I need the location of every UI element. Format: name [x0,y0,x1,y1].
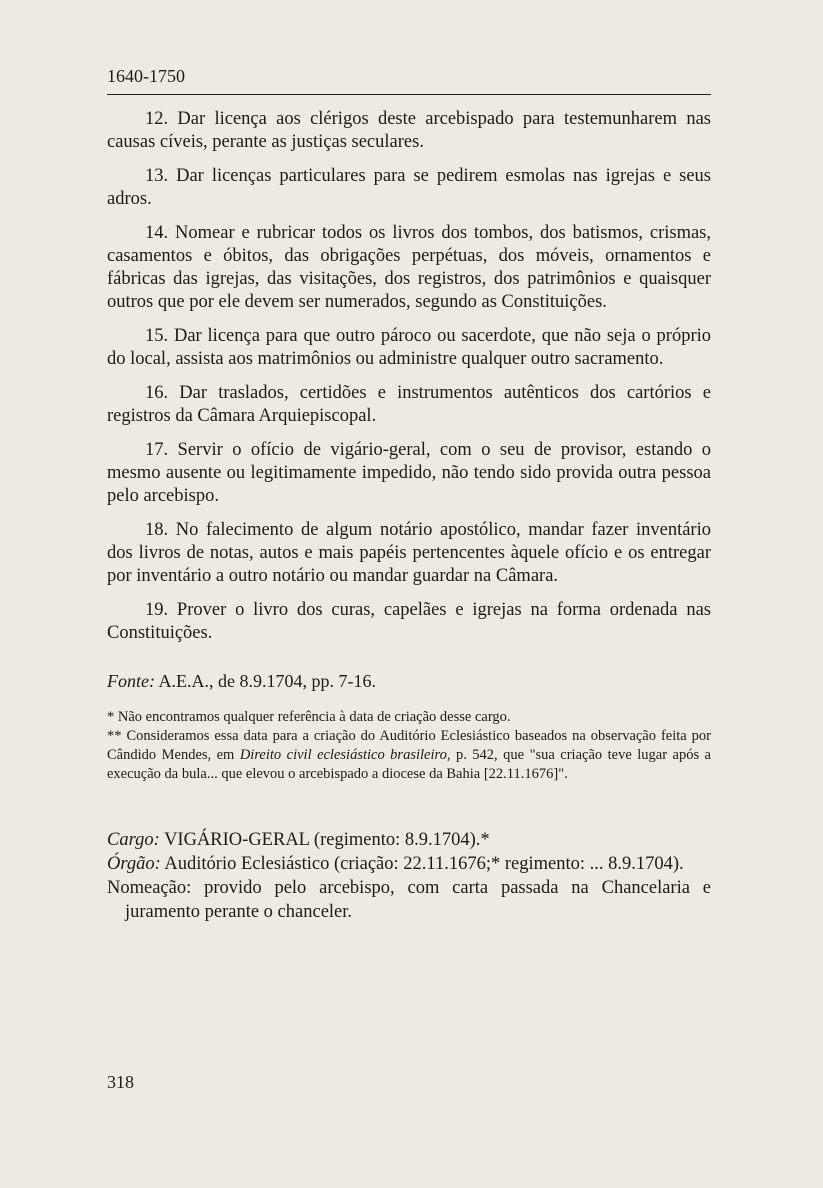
footnotes [107,708,711,784]
cargo-text: VIGÁRIO-GERAL (regimento: 8.9.1704).* [164,830,490,850]
running-header [107,66,711,95]
footnote-2 [107,727,711,784]
cargo-entry [107,828,711,924]
source-text: A.E.A., de 8.9.1704, pp. 7-16. [158,671,376,691]
header-date-range: 1640-1750 [107,66,185,86]
source-label: Fonte: [107,671,155,691]
list-item: 16. Dar traslados, certidões e instrumentos autênticos dos cartórios e registros da Câmara Arquiepiscopal. [107,383,711,426]
list-item: 18. No falecimento de algum notário apostólico, mandar fazer inventário dos livros de notas, autos e mais papéis pertencentes àquele ofício e os entregar por inventário a outro notário ou mandar guardar na Câmara. [107,520,711,586]
page-number: 318 [107,1072,134,1092]
page-body [107,108,711,924]
list-item: 19. Prover o livro dos curas, capelães e igrejas na forma ordenada nas Constituições. [107,600,711,643]
cargo-line [107,828,711,852]
footnote-2-text-a: ** Consideramos essa data para a criação do Auditório Eclesiástico baseados na observação feita por Cândido Mendes, em [107,728,711,763]
list-item: 12. Dar licença aos clérigos deste arcebispado para testemunharem nas causas cíveis, perante as justiças seculares. [107,109,711,152]
nomeacao-line: Nomeação: provido pelo arcebispo, com carta passada na Chancelaria e juramento perante o chanceler. [107,878,711,922]
source-line [107,671,711,692]
orgao-label: Órgão: [107,854,161,874]
list-item: 15. Dar licença para que outro pároco ou sacerdote, que não seja o próprio do local, assista aos matrimônios ou administre qualquer outro sacramento. [107,326,711,369]
footnote-2-reference: Direito civil eclesiástico brasileiro, [239,747,451,763]
list-item: 13. Dar licenças particulares para se pedirem esmolas nas igrejas e seus adros. [107,166,711,209]
cargo-label: Cargo: [107,830,160,850]
footnote-2-text-b: p. 542, que "sua criação teve lugar após a execução da bula... que elevou o arcebispado a diocese da Bahia [22.11.1676]". [107,747,711,782]
orgao-line [107,852,711,876]
footnote-1: * Não encontramos qualquer referência à data de criação desse cargo. [107,709,511,725]
orgao-text: Auditório Eclesiástico (criação: 22.11.1676;* regimento: ... 8.9.1704). [164,854,684,874]
list-item: 14. Nomear e rubricar todos os livros dos tombos, dos batismos, crismas, casamentos e óbitos, das obrigações perpétuas, dos móveis, ornamentos e fábricas das igrejas, das visitações, dos registros, dos patrimônios e quaisquer outros que por ele devem ser numerados, segundo as Constituições. [107,223,711,312]
list-item: 17. Servir o ofício de vigário-geral, com o seu de provisor, estando o mesmo ausente ou legitimamente impedido, não tendo sido provida outra pessoa pelo arcebispo. [107,440,711,506]
